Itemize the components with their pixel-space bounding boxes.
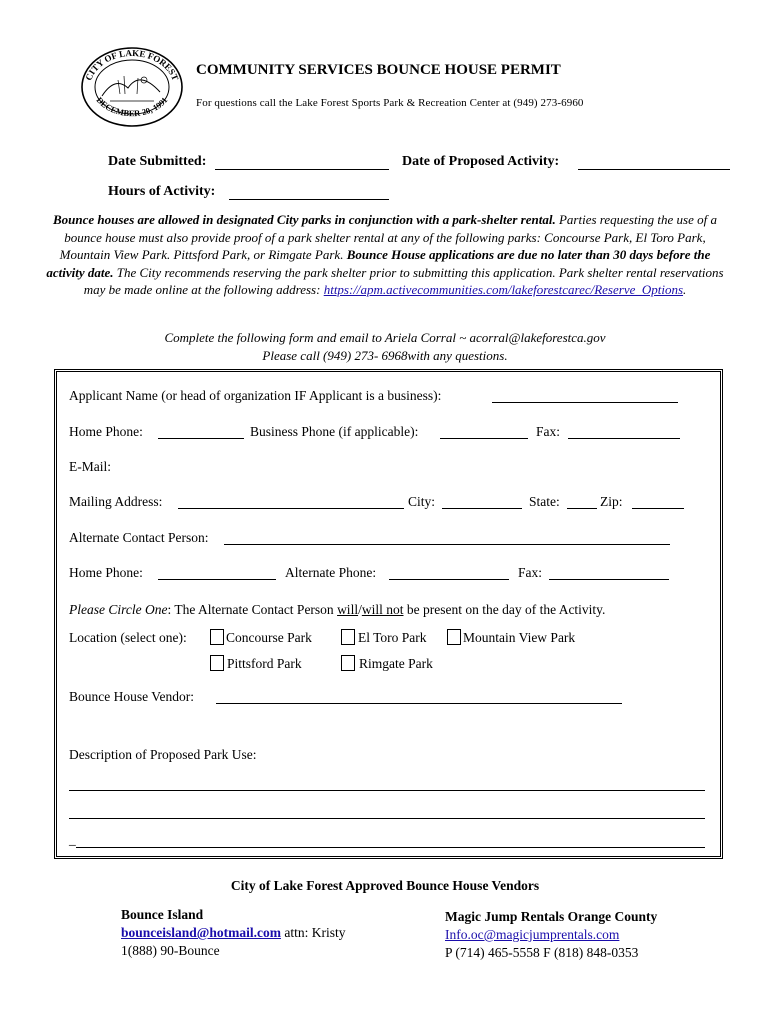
vendor-1-phone: 1(888) 90-Bounce <box>121 943 220 958</box>
vendor-2-email[interactable]: Info.oc@magicjumprentals.com <box>445 927 620 942</box>
intro-paragraph <box>40 211 730 299</box>
vendor-2-phone: P (714) 465-5558 F (818) 848-0353 <box>445 945 639 960</box>
hours-label: Hours of Activity: <box>108 184 216 199</box>
intro-bold-2: Bounce House applications are due no later than 30 days before the activity date. <box>46 247 711 280</box>
location-mountain-view-park: Mountain View Park <box>463 630 576 645</box>
date-proposed-label: Date of Proposed Activity: <box>402 154 560 169</box>
vendors-title: City of Lake Forest Approved Bounce House Vendors <box>230 878 540 893</box>
location-el-toro-park: El Toro Park <box>358 630 427 645</box>
vendor-label: Bounce House Vendor: <box>69 689 194 704</box>
circle-one-suffix: be present on the day of the Activity. <box>403 602 606 617</box>
description-dash: _ <box>69 832 76 847</box>
seal-text-bottom: DECEMBER 20, 1991 <box>94 94 170 119</box>
will-not-option[interactable]: will not <box>361 602 404 617</box>
applicant-name-label: Applicant Name (or head of organization IF Applicant is a business): <box>69 388 442 403</box>
checkbox-rimgate-park[interactable] <box>341 655 355 671</box>
svg-text:DECEMBER 20, 1991 <box>94 95 169 118</box>
location-pittsford-park: Pittsford Park <box>227 656 302 671</box>
date-proposed-field[interactable] <box>578 169 730 170</box>
fax-field[interactable] <box>568 438 680 439</box>
date-submitted-label: Date Submitted: <box>108 154 207 169</box>
zip-field[interactable] <box>632 508 684 509</box>
alt-phone-label: Alternate Phone: <box>285 565 377 580</box>
city-seal-logo <box>80 46 184 128</box>
vendor-field[interactable] <box>216 703 622 704</box>
mailing-address-label: Mailing Address: <box>69 494 163 509</box>
alt-phone-field[interactable] <box>389 579 509 580</box>
page-subtitle: For questions call the Lake Forest Sports Park & Recreation Center at (949) 273-6960 <box>196 97 584 109</box>
email-label: E-Mail: <box>69 459 111 474</box>
alt-fax-field[interactable] <box>549 579 669 580</box>
intro-text-2: The City recommends reserving the park shelter prior to submitting this application. Park shelter rental reservations may be made online at the following address: <box>83 264 724 297</box>
vendor-2-name: Magic Jump Rentals Orange County <box>445 909 658 924</box>
circle-slash: / <box>358 602 362 617</box>
fax-label: Fax: <box>536 424 561 439</box>
city-label: City: <box>408 494 436 509</box>
circle-one-mid: : The Alternate Contact Person <box>167 602 338 617</box>
vendor-1-attn: attn: Kristy <box>280 925 346 940</box>
location-rimgate-park: Rimgate Park <box>359 656 433 671</box>
alt-contact-label: Alternate Contact Person: <box>69 530 209 545</box>
checkbox-el-toro-park[interactable] <box>341 629 355 645</box>
alt-home-phone-field[interactable] <box>158 579 276 580</box>
contact-info <box>40 329 730 364</box>
checkbox-mountain-view-park[interactable] <box>447 629 461 645</box>
intro-text-3: . <box>683 282 687 297</box>
checkbox-concourse-park[interactable] <box>210 629 224 645</box>
vendor-1-email[interactable]: bounceisland@hotmail.com <box>121 925 281 940</box>
description-label: Description of Proposed Park Use: <box>69 747 257 762</box>
business-phone-label: Business Phone (if applicable): <box>250 424 419 439</box>
intro-text-1: Parties requesting the use of a bounce house must also provide proof of a park shelter rental at any of the following parks: Concourse Park, El Toro Park, Mountain View Park. Pittsford Park, or Rimgate Park. <box>59 212 717 262</box>
description-line-1[interactable] <box>69 790 705 791</box>
will-option[interactable]: will <box>337 602 359 617</box>
vendor-1-contact <box>121 925 345 941</box>
location-concourse-park: Concourse Park <box>226 630 312 645</box>
alt-home-phone-label: Home Phone: <box>69 565 143 580</box>
checkbox-pittsford-park[interactable] <box>210 655 224 671</box>
state-label: State: <box>529 494 560 509</box>
reservation-link[interactable]: https://apm.activecommunities.com/lakeforestcarec/Reserve_Options <box>323 282 684 297</box>
zip-label: Zip: <box>600 494 623 509</box>
description-line-3[interactable] <box>76 847 705 848</box>
date-submitted-field[interactable] <box>215 169 389 170</box>
page-title: COMMUNITY SERVICES BOUNCE HOUSE PERMIT <box>196 62 561 78</box>
hours-field[interactable] <box>229 199 389 200</box>
location-label: Location (select one): <box>69 630 187 645</box>
mailing-address-field[interactable] <box>178 508 404 509</box>
home-phone-field[interactable] <box>158 438 244 439</box>
seal-text-top: CITY OF LAKE FOREST <box>83 47 181 82</box>
alt-contact-field[interactable] <box>224 544 670 545</box>
business-phone-field[interactable] <box>440 438 528 439</box>
applicant-name-field[interactable] <box>492 402 678 403</box>
circle-one-prefix: Please Circle One <box>69 602 168 617</box>
alt-fax-label: Fax: <box>518 565 543 580</box>
contact-line-1: Complete the following form and email to Ariela Corral ~ acorral@lakeforestca.gov <box>164 330 606 345</box>
intro-bold-1: Bounce houses are allowed in designated City parks in conjunction with a park-shelter rental. <box>52 212 556 227</box>
state-field[interactable] <box>567 508 597 509</box>
circle-one-statement <box>69 602 605 618</box>
contact-line-2: Please call (949) 273- 6968with any questions. <box>262 347 508 363</box>
description-line-2[interactable] <box>69 818 705 819</box>
home-phone-label: Home Phone: <box>69 424 143 439</box>
city-field[interactable] <box>442 508 522 509</box>
vendor-1-name: Bounce Island <box>121 907 204 922</box>
